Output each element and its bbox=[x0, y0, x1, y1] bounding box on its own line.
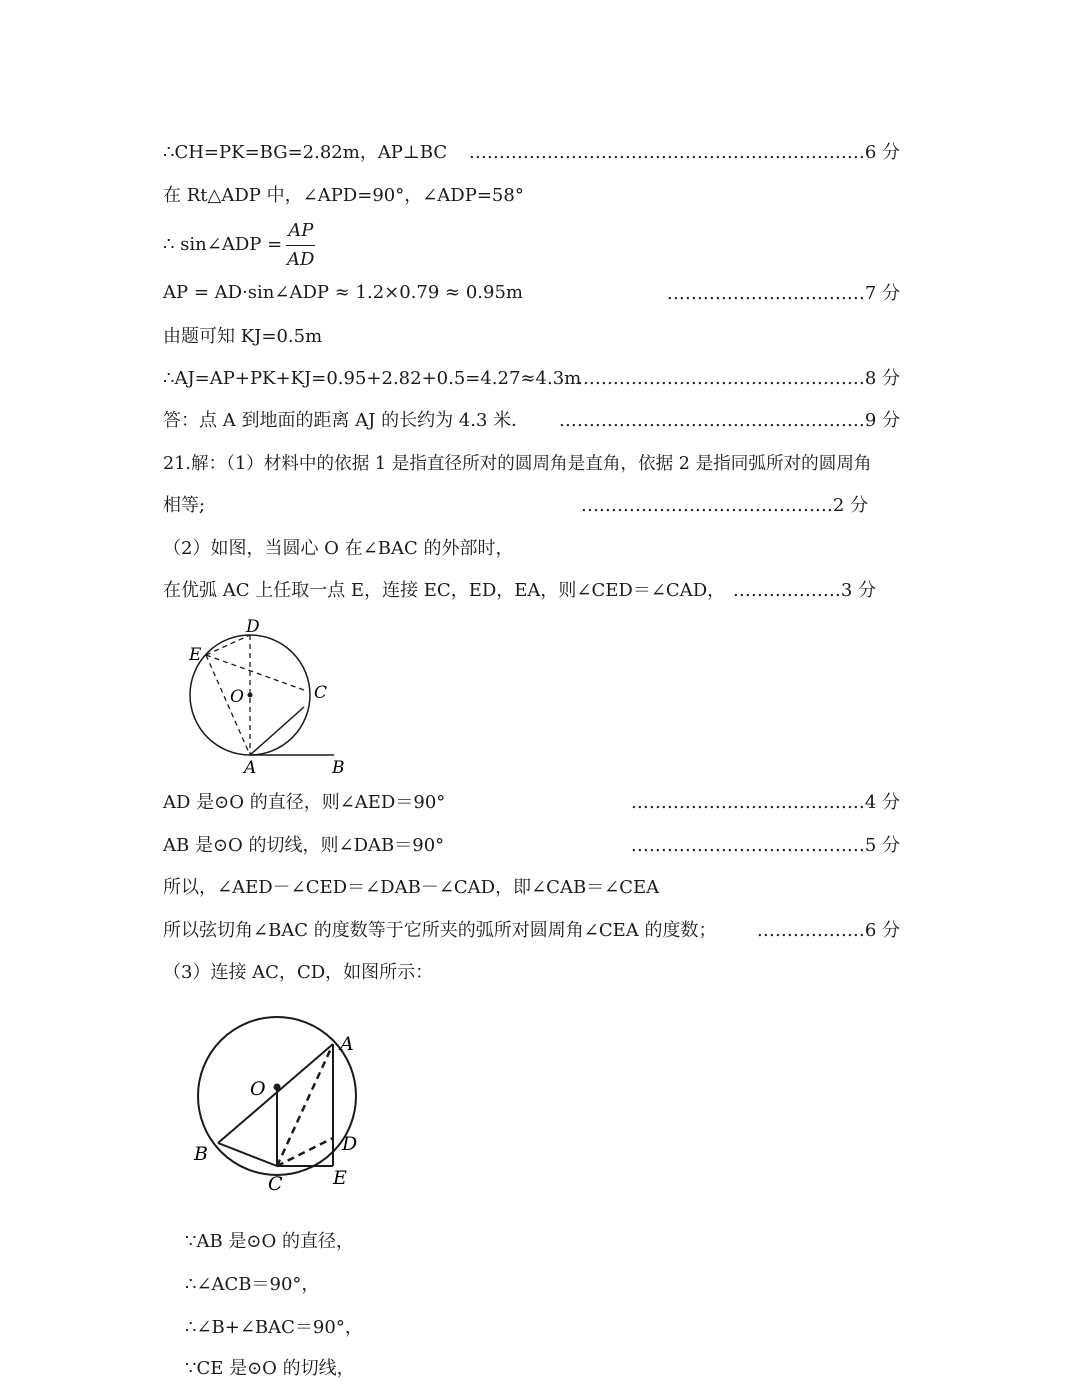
chord-BC bbox=[218, 1143, 277, 1166]
label-D: D bbox=[246, 617, 260, 637]
label-O: O bbox=[230, 687, 244, 707]
label-A: A bbox=[340, 1033, 354, 1055]
text-line-11: 在优弧 AC 上任取一点 E，连接 EC，ED，EA，则∠CED＝∠CAD， bbox=[163, 580, 726, 601]
text-line-10: （2）如图，当圆心 O 在∠BAC 的外部时， bbox=[163, 538, 514, 559]
text-line-19: ∴∠B+∠BAC＝90°， bbox=[185, 1317, 363, 1338]
sin-formula-prefix: ∴ sin∠ADP = bbox=[163, 234, 283, 255]
label-D: D bbox=[342, 1133, 358, 1155]
score-line-15: ………………6 分 bbox=[756, 920, 900, 941]
text-line-8: 21.解：（1）材料中的依据 1 是指直径所对的圆周角是直角，依据 2 是指同弧所对的圆周角 bbox=[163, 454, 872, 474]
label-C: C bbox=[314, 683, 328, 703]
score-line-6: …………………………………………8 分 bbox=[576, 368, 900, 389]
text-line-1: ∴CH=PK=BG=2.82m，AP⊥BC bbox=[163, 142, 448, 163]
text-line-17: ∵AB 是⊙O 的直径， bbox=[185, 1231, 354, 1252]
text-line-9: 相等; bbox=[163, 495, 206, 516]
label-E: E bbox=[189, 645, 202, 665]
label-A: A bbox=[244, 758, 257, 778]
score-line-9: ……………………………………2 分 bbox=[580, 495, 868, 516]
sin-formula bbox=[163, 218, 315, 272]
label-B: B bbox=[332, 758, 345, 778]
score-line-7: ……………………………………………9 分 bbox=[558, 410, 900, 431]
dashed-CD bbox=[277, 1138, 333, 1166]
text-line-20: ∵CE 是⊙O 的切线， bbox=[185, 1358, 355, 1379]
fraction-numerator: AP bbox=[286, 219, 315, 246]
dashed-AC bbox=[277, 1044, 333, 1166]
score-line-1: …………………………………………………………6 分 bbox=[468, 142, 900, 163]
center-point bbox=[274, 1084, 281, 1091]
score-line-11: ………………3 分 bbox=[732, 580, 876, 601]
center-point bbox=[248, 693, 253, 698]
label-E: E bbox=[333, 1167, 347, 1189]
score-line-13: …………………………………5 分 bbox=[630, 835, 900, 856]
fraction bbox=[286, 219, 315, 272]
text-line-6: ∴AJ=AP+PK+KJ=0.95+2.82+0.5=4.27≈4.3m bbox=[163, 368, 582, 389]
figure-2-circle-diagram bbox=[180, 1010, 380, 1200]
text-line-13: AB 是⊙O 的切线，则∠DAB＝90° bbox=[163, 835, 445, 856]
text-line-4: AP = AD·sin∠ADP ≈ 1.2×0.79 ≈ 0.95m bbox=[163, 282, 523, 303]
score-line-12: …………………………………4 分 bbox=[630, 792, 900, 813]
text-line-14: 所以，∠AED－∠CED＝∠DAB－∠CAD，即∠CAB＝∠CEA bbox=[163, 877, 660, 898]
text-line-15: 所以弦切角∠BAC 的度数等于它所夹的弧所对圆周角∠CEA 的度数； bbox=[163, 920, 717, 941]
text-line-16: （3）连接 AC，CD，如图所示： bbox=[163, 962, 434, 983]
chord-EC bbox=[206, 655, 304, 690]
fraction-denominator: AD bbox=[287, 248, 315, 270]
text-line-18: ∴∠ACB＝90°， bbox=[185, 1274, 320, 1295]
text-line-5: 由题可知 KJ=0.5m bbox=[163, 326, 323, 347]
text-line-7: 答：点 A 到地面的距离 AJ 的长约为 4.3 米． bbox=[163, 410, 530, 431]
score-line-4: ……………………………7 分 bbox=[666, 283, 900, 304]
figure-1-circle-diagram bbox=[170, 610, 370, 780]
text-line-12: AD 是⊙O 的直径，则∠AED＝90° bbox=[163, 792, 446, 813]
text-line-2: 在 Rt△ADP 中，∠APD=90°，∠ADP=58° bbox=[163, 185, 524, 206]
label-B: B bbox=[194, 1143, 208, 1165]
chord-ED bbox=[206, 635, 250, 655]
label-O: O bbox=[250, 1078, 266, 1100]
label-C: C bbox=[268, 1173, 283, 1195]
diameter-AB bbox=[218, 1044, 333, 1143]
